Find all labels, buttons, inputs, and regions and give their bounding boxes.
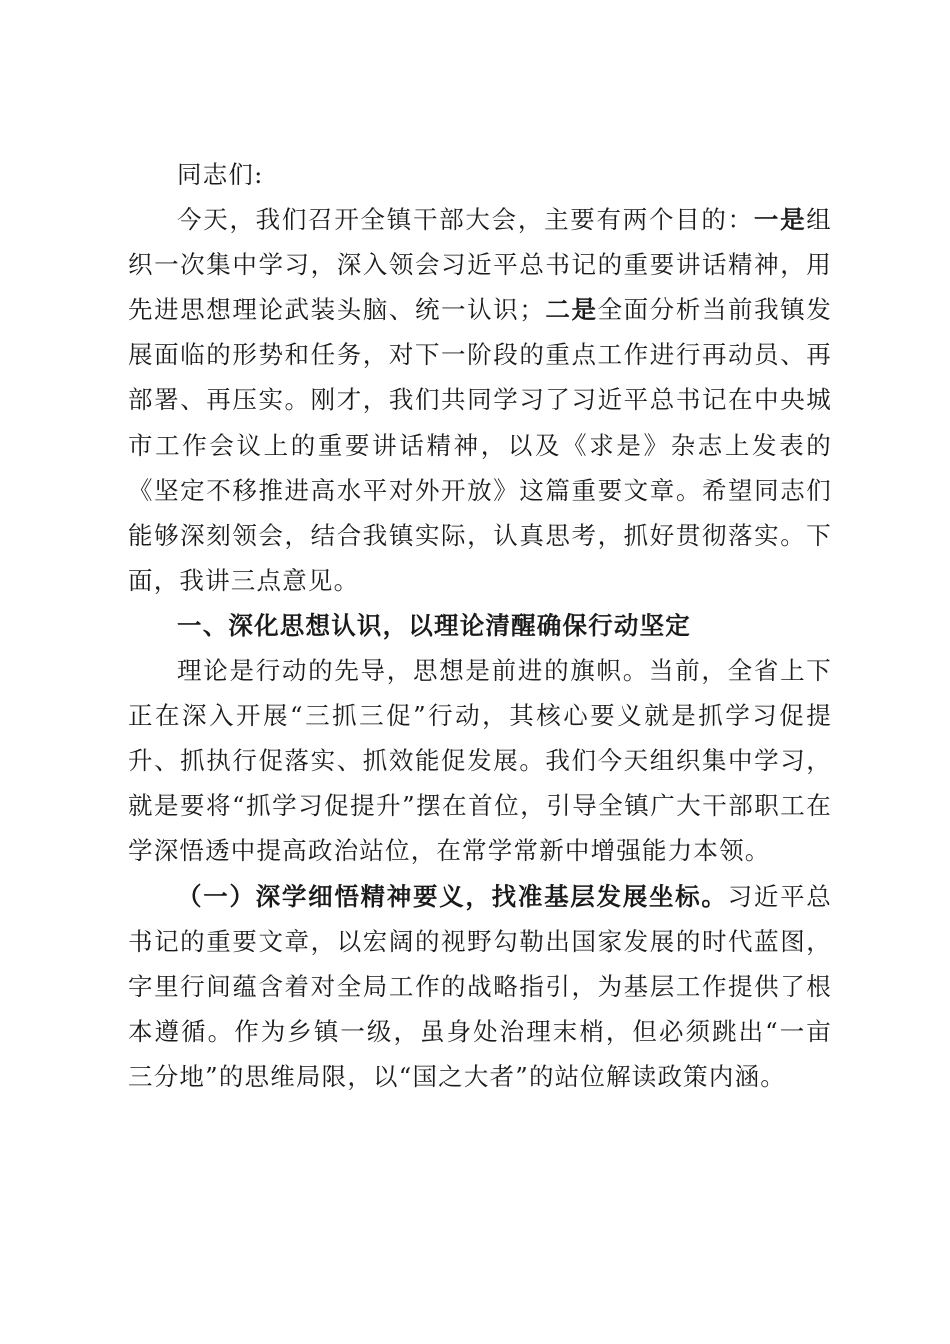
point-one-label: 一是	[753, 205, 807, 235]
section-one-heading: 一、深化思想认识，以理论清醒确保行动坚定	[177, 610, 691, 640]
subsection-one-title: （一）深学细悟精神要义，找准基层发展坐标。	[177, 881, 728, 911]
intro-paragraph	[128, 197, 832, 603]
intro-text-1: 今天，我们召开全镇干部大会，主要有两个目的：	[177, 205, 754, 235]
subsection-one-paragraph	[128, 874, 832, 1099]
intro-text-3: 全面分析当前我镇发展面临的形势和任务，对下一阶段的重点工作进行再动员、再部署、再压实。刚才，我们共同学习了习近平总书记在中央城市工作会议上的重要讲话精神，以及《求是》杂志上发表的《坚定不移推进高水平对外开放》这篇重要文章。希望同志们能够深刻领会，结合我镇实际，认真思考，抓好贯彻落实。下面，我讲三点意见。	[128, 295, 832, 595]
subsection-one-body: 习近平总书记的重要文章，以宏阔的视野勾勒出国家发展的时代蓝图，字里行间蕴含着对全局工作的战略指引，为基层工作提供了根本遵循。作为乡镇一级，虽身处治理末梢，但必须跳出“一亩三分地”的思维局限，以“国之大者”的站位解读政策内涵。	[128, 881, 832, 1091]
salutation: 同志们:	[177, 160, 264, 189]
document-body	[128, 152, 832, 1099]
section-one-paragraph: 理论是行动的先导，思想是前进的旗帜。当前，全省上下正在深入开展“三抓三促”行动，其核心要义就是抓学习促提升、抓执行促落实、抓效能促发展。我们今天组织集中学习，就是要将“抓学习促提升”摆在首位，引导全镇广大干部职工在学深悟透中提高政治站位，在常学常新中增强能力本领。	[128, 656, 832, 866]
intro-text-2: 组织一次集中学习，深入领会习近平总书记的重要讲话精神，用先进思想理论武装头脑、统一认识；	[128, 205, 832, 325]
point-two-label: 二是	[545, 295, 598, 325]
